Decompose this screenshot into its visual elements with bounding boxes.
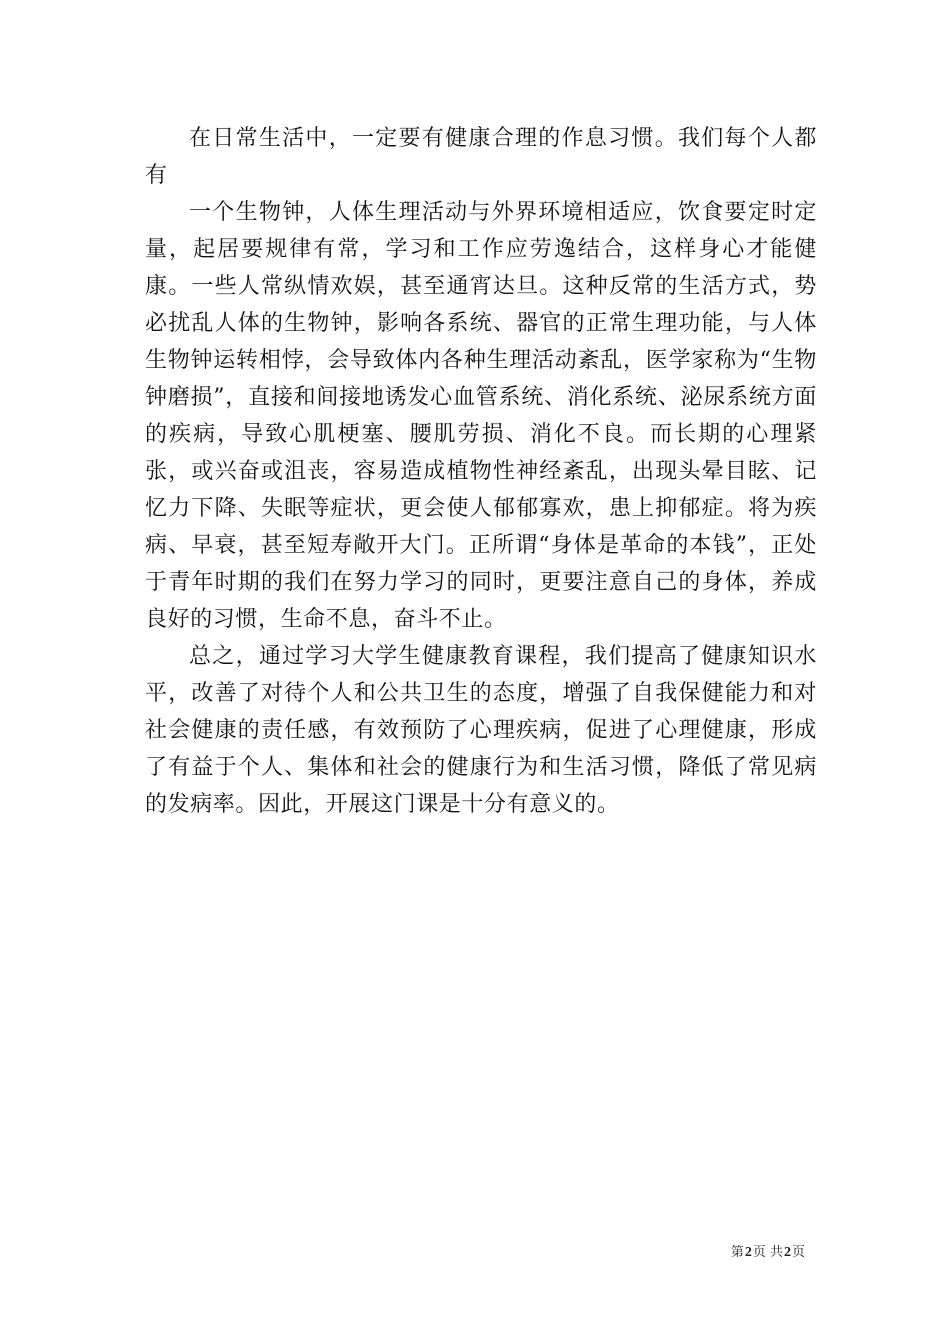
page-number-footer: [731, 1244, 805, 1262]
current-page-number: 2: [744, 1245, 752, 1260]
paragraph-3: 总之，通过学习大学生健康教育课程，我们提高了健康知识水平，改善了对待个人和公共卫生的态度，增强了自我保健能力和对社会健康的责任感，有效预防了心理疾病，促进了心理健康，形成了有益于个人、集体和社会的健康行为和生活习惯，降低了常见病的发病率。因此，开展这门课是十分有意义的。: [145, 644, 817, 817]
paragraph-1: 在日常生活中，一定要有健康合理的作息习惯。我们每个人都有: [145, 126, 817, 188]
footer-suffix: 页: [791, 1245, 805, 1260]
total-page-count: 2: [783, 1245, 791, 1260]
footer-middle: 页 共: [752, 1245, 783, 1260]
document-body: [145, 120, 817, 823]
footer-prefix: 第: [730, 1245, 744, 1260]
paragraph-2: 一个生物钟，人体生理活动与外界环境相适应，饮食要定时定量，起居要规律有常，学习和工作应劳逸结合，这样身心才能健康。一些人常纵情欢娱，甚至通宵达旦。这种反常的生活方式，势必扰乱人体的生物钟，影响各系统、器官的正常生理功能，与人体生物钟运转相悖，会导致体内各种生理活动紊乱，医学家称为“生物钟磨损”，直接和间接地诱发心血管系统、消化系统、泌尿系统方面的疾病，导致心肌梗塞、腰肌劳损、消化不良。而长期的心理紧张，或兴奋或沮丧，容易造成植物性神经紊乱，出现头晕目眩、记忆力下降、失眠等症状，更会使人郁郁寡欢，患上抑郁症。将为疾病、早衰，甚至短寿敞开大门。正所谓“身体是革命的本钱”，正处于青年时期的我们在努力学习的同时，更要注意自己的身体，养成良好的习惯，生命不息，奋斗不止。: [145, 200, 817, 632]
